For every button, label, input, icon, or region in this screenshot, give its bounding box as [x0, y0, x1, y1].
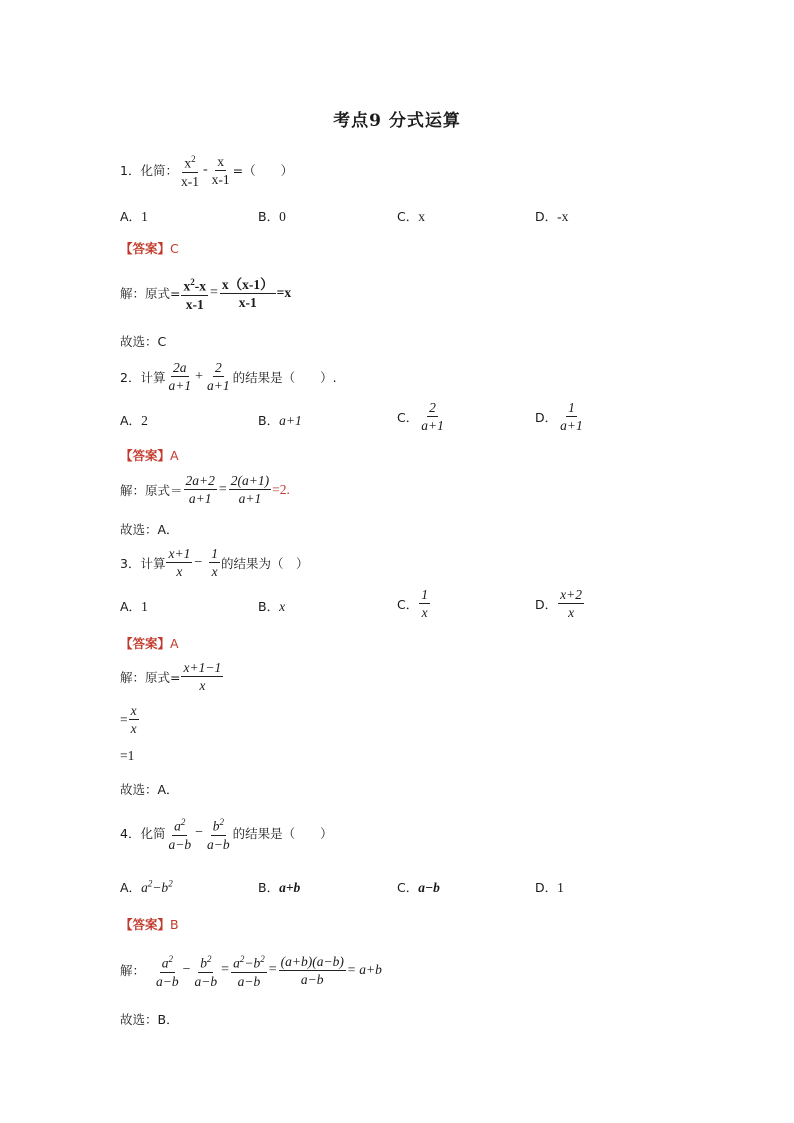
option-c: C． $\frac{2}{a+1}$ [397, 400, 444, 433]
question-number: 1． [120, 163, 141, 179]
option-a: A．$a^2-b^2$ [120, 878, 173, 895]
option-d: D． $\frac{x+2}{x}$ [535, 587, 582, 620]
stem-text: 化简： [140, 163, 178, 179]
answer-line: 【答案】A [120, 636, 179, 651]
fraction: $\frac{x+1-1}{x}$ [183, 660, 222, 693]
option-d: D． $\frac{1}{a+1}$ [535, 400, 583, 433]
option-c: C．a−b [397, 880, 440, 895]
option-a: A．1 [120, 599, 148, 614]
answer-line: 【答案】B [120, 917, 179, 932]
minus-sign: - [202, 162, 208, 178]
choose-line: 故选：A． [120, 782, 179, 797]
option-d: D．1 [535, 880, 564, 895]
answer-line: 【答案】C [120, 241, 179, 256]
fraction: $\frac{a^2}{a-b}$ [168, 817, 192, 852]
fraction: $\frac{2}{a+1}$ [207, 360, 230, 393]
fraction: $\frac{x^2}{x-1}$ [180, 154, 199, 189]
choose-line: 故选：A． [120, 522, 179, 537]
fraction: $\frac{a^2-b^2}{a-b}$ [233, 954, 265, 989]
solution-line: = $\frac{x}{x}$ [120, 703, 137, 736]
option-b: B．0 [258, 209, 286, 224]
option-b: B．a+1 [258, 413, 302, 428]
page-title: 考点9 分式运算 [333, 111, 461, 131]
solution-line: 解： $\frac{a^2}{a-b}$ − $\frac{b^2}{a-b}$ = $\frac{a^2-b^2}{a-b}$ = $\frac{(a+b)(a-b)}{a-b}$ = a+b [120, 953, 382, 989]
choose-line: 故选：B． [120, 1012, 179, 1027]
answer-line: 【答案】A [120, 448, 179, 463]
fraction: $\frac{b^2}{a-b}$ [194, 954, 218, 989]
option-b: B．x [258, 599, 286, 614]
fraction: $\frac{a^2}{a-b}$ [156, 954, 179, 989]
fraction: $\frac{2a}{a+1}$ [168, 360, 192, 393]
solution-line: =1 [120, 748, 135, 763]
solution-line: 解：原式＝ $\frac{2a+2}{a+1}$ = $\frac{2(a+1)}{a+1}$ =2. [120, 473, 290, 506]
option-c: C．x [397, 209, 425, 224]
fraction: $\frac{x^2-x}{x-1}$ [183, 277, 206, 312]
question-1-stem [120, 152, 293, 189]
option-c: C． $\frac{1}{x}$ [397, 587, 428, 620]
fraction: $\frac{x}{x-1}$ [211, 153, 230, 187]
question-4-stem: 4． 化简 $\frac{a^2}{a-b}$ − $\frac{b^2}{a-b}$ 的结果是（ ） [120, 817, 333, 852]
solution-line: 解：原式= $\frac{x^2-x}{x-1}$ = $\frac{x(x-1)}{x-1}$ =x [120, 276, 292, 312]
question-2-stem: 2． 计算 $\frac{2a}{a+1}$ + $\frac{2}{a+1}$ 的结果是（ ）. [120, 360, 337, 393]
question-3-stem: 3． 计算 $\frac{x+1}{x}$ − $\frac{1}{x}$ 的结果为（ ） [120, 546, 309, 579]
fraction: $\frac{b^2}{a-b}$ [207, 817, 230, 852]
fraction: $\frac{2a+2}{a+1}$ [185, 473, 215, 506]
stem-text: =（ ） [232, 163, 294, 179]
fraction: $\frac{x(x-1)}{x-1}$ [221, 276, 274, 310]
option-b: B．a+b [258, 880, 301, 895]
option-a: A．2 [120, 413, 148, 428]
option-d: D．-x [535, 209, 569, 224]
fraction: $\frac{x+1}{x}$ [168, 546, 191, 579]
fraction: $\frac{x}{x}$ [130, 703, 137, 736]
solution-line: 解：原式= $\frac{x+1-1}{x}$ [120, 660, 222, 693]
fraction: $\frac{(a+b)(a-b)}{a-b}$ [280, 953, 344, 987]
option-a: A．1 [120, 209, 148, 224]
choose-line: 故选：C [120, 334, 167, 349]
fraction: $\frac{1}{x}$ [211, 546, 218, 579]
fraction: $\frac{2(a+1)}{a+1}$ [230, 473, 270, 506]
